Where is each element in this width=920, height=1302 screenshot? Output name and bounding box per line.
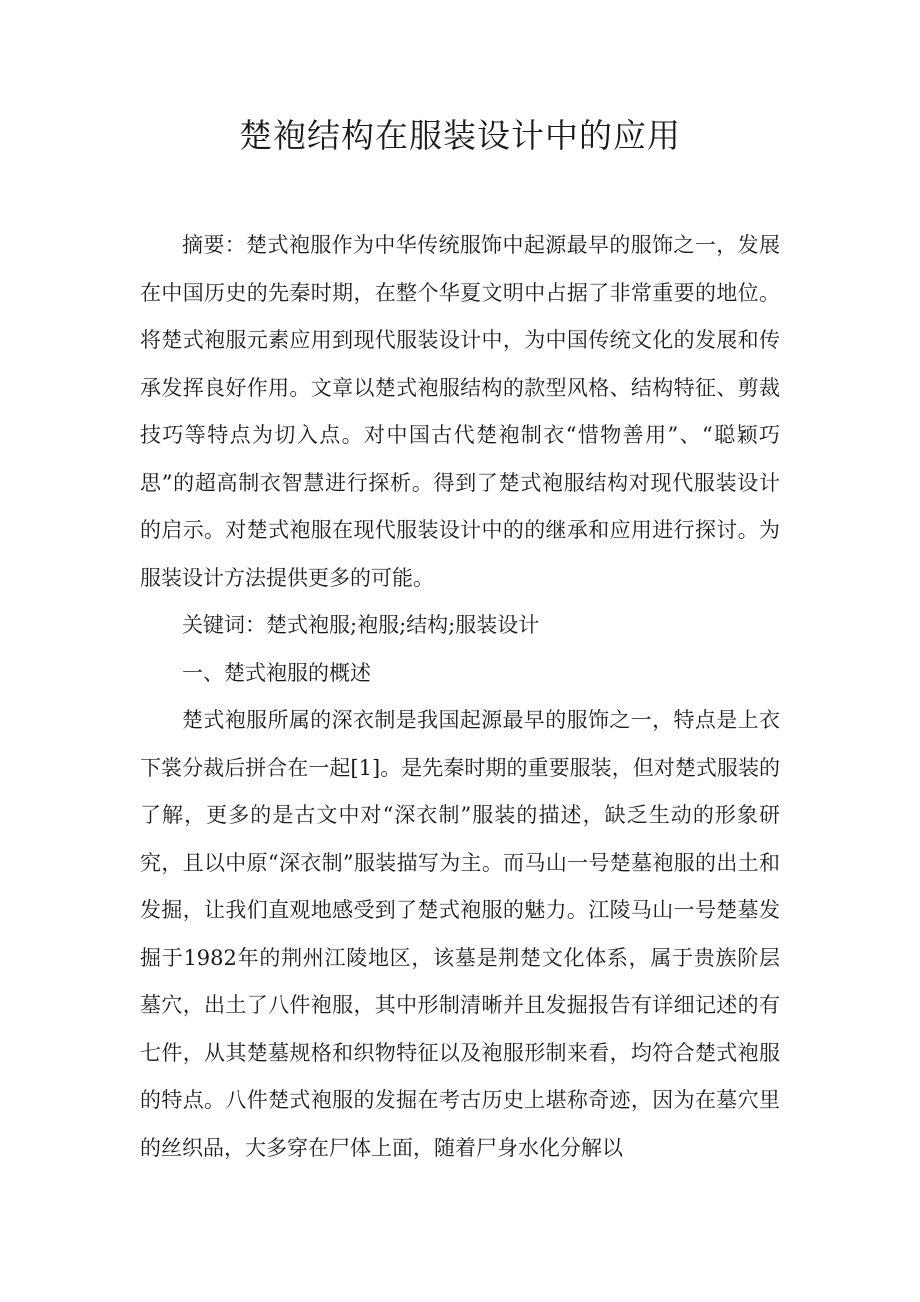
section-heading: 一、楚式袍服的概述 xyxy=(182,660,371,685)
section-body-paragraph: 楚式袍服所属的深衣制是我国起源最早的服饰之一，特点是上衣下裳分裁后拼合在一起[1]。是先秦时期的重要服装，但对楚式服装的了解，更多的是古文中对“深衣制”服装的描述，缺乏生动的形象研究，且以中原“深衣制”服装描写为主。而马山一号楚墓袍服的出土和发掘，让我们直观地感受到了楚式袍服的魅力。江陵马山一号楚墓发掘于1982年的荆州江陵地区，该墓是荆楚文化体系，属于贵族阶层墓穴，出土了八件袍服，其中形制清晰并且发掘报告有详细记述的有七件，从其楚墓规格和织物特征以及袍服形制来看，均符合楚式袍服的特点。八件楚式袍服的发掘在考古历史上堪称奇迹，因为在墓穴里的丝织品，大多穿在尸体上面，随着尸身水化分解以 xyxy=(140,708,780,1160)
abstract-paragraph: 摘要：楚式袍服作为中华传统服饰中起源最早的服饰之一，发展在中国历史的先秦时期，在整个华夏文明中占据了非常重要的地位。将楚式袍服元素应用到现代服装设计中，为中国传统文化的发展和传承发挥良好作用。文章以楚式袍服结构的款型风格、结构特征、剪裁技巧等特点为切入点。对中国古代楚袍制衣“惜物善用”、“聪颖巧思”的超高制衣智慧进行探析。得到了楚式袍服结构对现代服装设计的启示。对楚式袍服在现代服装设计中的的继承和应用进行探讨。为服装设计方法提供更多的可能。 xyxy=(140,233,780,590)
document-body xyxy=(140,222,780,1172)
keywords-paragraph: 关键词：楚式袍服;袍服;结构;服装设计 xyxy=(182,613,540,637)
document-title: 楚袍结构在服装设计中的应用 xyxy=(239,116,681,155)
